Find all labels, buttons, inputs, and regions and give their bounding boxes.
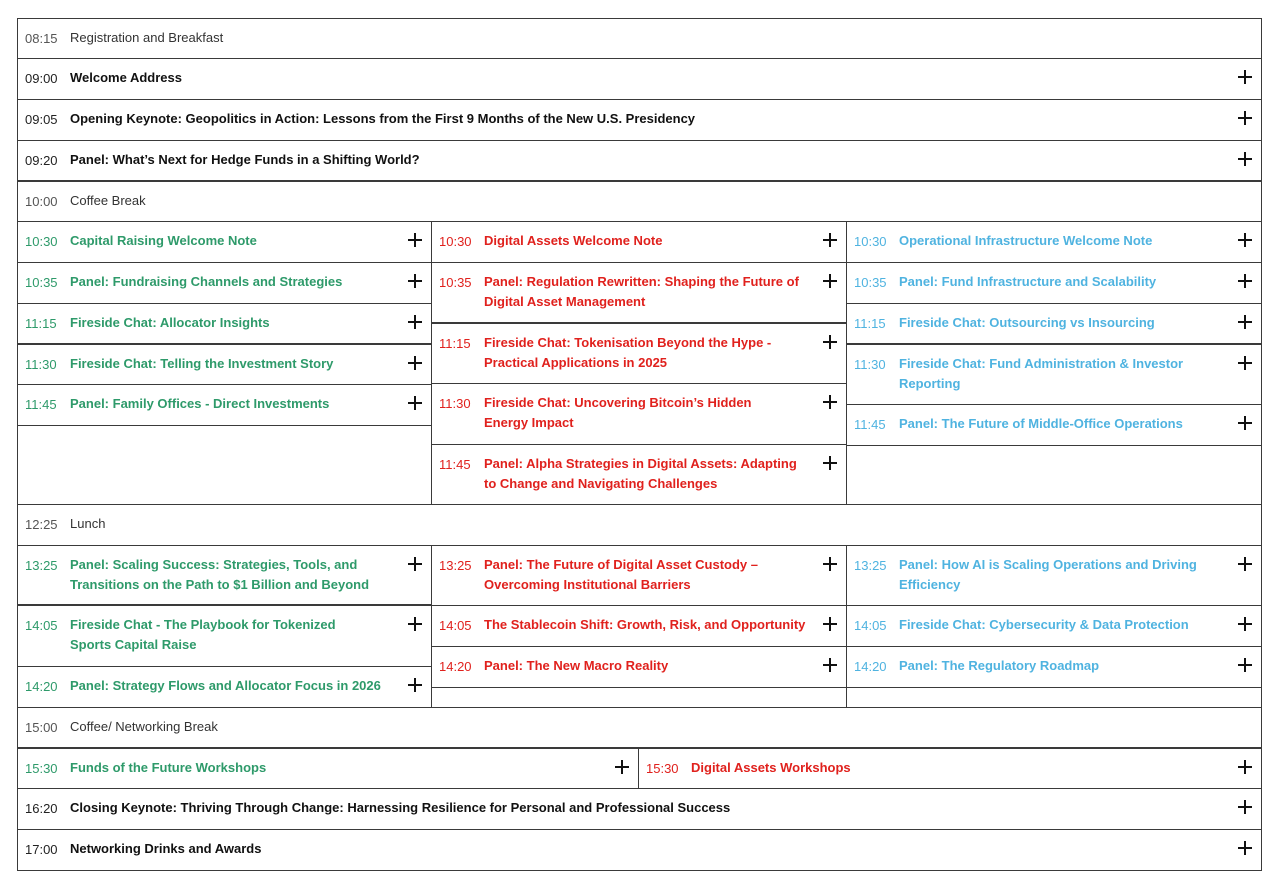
agenda-row-opening-keynote[interactable] — [17, 99, 1262, 140]
session-item[interactable] — [18, 546, 431, 606]
session-item[interactable] — [847, 606, 1261, 647]
plus-icon[interactable] — [823, 658, 837, 672]
capital-raising-column — [18, 222, 432, 505]
digital-assets-column — [432, 222, 847, 505]
session-title: Panel: Family Offices - Direct Investments — [70, 396, 330, 411]
session-time: 10:00 — [25, 194, 58, 209]
session-time: 10:30 — [439, 234, 472, 249]
session-time: 17:00 — [25, 842, 58, 857]
session-time: 10:35 — [25, 275, 58, 290]
plus-icon[interactable] — [823, 395, 837, 409]
session-item[interactable] — [432, 647, 846, 688]
plus-icon[interactable] — [823, 456, 837, 470]
session-time: 14:05 — [854, 618, 887, 633]
session-title: Fireside Chat - The Playbook for Tokenized Sports Capital Raise — [70, 617, 336, 652]
session-item[interactable] — [432, 324, 846, 384]
agenda-row-networking-drinks[interactable] — [17, 829, 1262, 871]
session-time: 08:15 — [25, 31, 58, 46]
session-title: Panel: Strategy Flows and Allocator Focus in 2026 — [70, 678, 381, 693]
workshops-row — [17, 747, 1262, 788]
plus-icon[interactable] — [408, 356, 422, 370]
session-title: Digital Assets Workshops — [691, 760, 851, 775]
plus-icon[interactable] — [1238, 152, 1252, 166]
session-title: Coffee/ Networking Break — [70, 719, 218, 734]
session-item[interactable] — [432, 445, 846, 505]
session-title: Panel: The Future of Digital Asset Custody – Overcoming Institutional Barriers — [484, 557, 758, 592]
session-title: Panel: Fundraising Channels and Strategies — [70, 274, 343, 289]
session-title: Fireside Chat: Tokenisation Beyond the Hype - Practical Applications in 2025 — [484, 335, 772, 370]
session-time: 13:25 — [439, 558, 472, 573]
session-item[interactable] — [18, 222, 431, 263]
session-title: Digital Assets Welcome Note — [484, 233, 663, 248]
agenda-row-registration — [17, 18, 1262, 59]
plus-icon[interactable] — [1238, 70, 1252, 84]
plus-icon[interactable] — [823, 233, 837, 247]
plus-icon[interactable] — [408, 617, 422, 631]
session-title: Panel: What’s Next for Hedge Funds in a Shifting World? — [70, 152, 420, 167]
plus-icon[interactable] — [408, 274, 422, 288]
plus-icon[interactable] — [823, 335, 837, 349]
plus-icon[interactable] — [1238, 557, 1252, 571]
session-time: 11:45 — [854, 417, 886, 432]
session-item[interactable] — [847, 263, 1261, 304]
session-item[interactable] — [18, 263, 431, 304]
plus-icon[interactable] — [823, 274, 837, 288]
agenda-row-lunch — [17, 504, 1262, 545]
session-item[interactable] — [847, 405, 1261, 446]
session-item[interactable] — [18, 606, 431, 667]
afternoon-streams — [17, 545, 1262, 708]
agenda-row-hedge-funds-panel[interactable] — [17, 140, 1262, 181]
session-item[interactable] — [432, 606, 846, 647]
morning-streams — [17, 221, 1262, 505]
session-time: 14:20 — [854, 659, 887, 674]
plus-icon[interactable] — [1238, 658, 1252, 672]
session-title: Opening Keynote: Geopolitics in Action: Lessons from the First 9 Months of the New U.S. Presidency — [70, 111, 696, 126]
plus-icon[interactable] — [1238, 274, 1252, 288]
session-time: 13:25 — [25, 558, 58, 573]
session-title: Funds of the Future Workshops — [70, 760, 267, 775]
session-time: 10:30 — [854, 234, 887, 249]
plus-icon[interactable] — [408, 396, 422, 410]
session-title: Panel: The Future of Middle-Office Operations — [899, 416, 1183, 431]
session-title: Coffee Break — [70, 193, 146, 208]
session-time: 16:20 — [25, 801, 58, 816]
plus-icon[interactable] — [823, 557, 837, 571]
session-time: 11:15 — [854, 316, 886, 331]
plus-icon[interactable] — [408, 678, 422, 692]
plus-icon[interactable] — [408, 315, 422, 329]
session-time: 13:25 — [854, 558, 887, 573]
session-time: 11:15 — [25, 316, 57, 331]
session-time: 14:05 — [439, 618, 472, 633]
plus-icon[interactable] — [408, 557, 422, 571]
session-item[interactable] — [847, 647, 1261, 688]
session-time: 11:30 — [439, 396, 471, 411]
session-item[interactable] — [18, 667, 431, 708]
session-title: Panel: Scaling Success: Strategies, Tools, and Transitions on the Path to $1 Billion and Beyond — [70, 557, 370, 592]
session-title: Panel: The New Macro Reality — [484, 658, 669, 673]
session-time: 09:20 — [25, 153, 58, 168]
session-title: Panel: Regulation Rewritten: Shaping the Future of Digital Asset Management — [484, 274, 799, 309]
session-time: 10:35 — [854, 275, 887, 290]
session-title: Networking Drinks and Awards — [70, 841, 262, 856]
agenda-row-welcome-address[interactable] — [17, 58, 1262, 99]
plus-icon[interactable] — [1238, 356, 1252, 370]
plus-icon[interactable] — [408, 233, 422, 247]
session-title: Panel: How AI is Scaling Operations and Driving Efficiency — [899, 557, 1197, 592]
plus-icon[interactable] — [1238, 800, 1252, 814]
plus-icon[interactable] — [1238, 111, 1252, 125]
capital-raising-column — [18, 546, 432, 708]
session-title: Fireside Chat: Cybersecurity & Data Protection — [899, 617, 1189, 632]
plus-icon[interactable] — [823, 617, 837, 631]
session-time: 15:30 — [25, 761, 58, 776]
plus-icon[interactable] — [1238, 233, 1252, 247]
session-time: 11:30 — [25, 357, 57, 372]
plus-icon[interactable] — [1238, 760, 1252, 774]
session-item[interactable] — [432, 546, 846, 606]
workshop-funds-of-the-future[interactable] — [18, 749, 639, 788]
session-item[interactable] — [639, 749, 1261, 789]
session-title: Fireside Chat: Telling the Investment Story — [70, 356, 334, 371]
session-title: Fireside Chat: Uncovering Bitcoin’s Hidden Energy Impact — [484, 395, 752, 430]
session-title: Registration and Breakfast — [70, 30, 224, 45]
plus-icon[interactable] — [1238, 315, 1252, 329]
session-time: 09:00 — [25, 71, 58, 86]
session-item[interactable] — [847, 304, 1261, 345]
plus-icon[interactable] — [1238, 841, 1252, 855]
session-title: The Stablecoin Shift: Growth, Risk, and Opportunity — [484, 617, 806, 632]
agenda-row-networking-break — [17, 707, 1262, 748]
session-time: 10:35 — [439, 275, 472, 290]
session-time: 14:05 — [25, 618, 58, 633]
digital-assets-column — [432, 546, 847, 708]
session-item[interactable] — [847, 222, 1261, 263]
session-title: Capital Raising Welcome Note — [70, 233, 257, 248]
session-item[interactable] — [18, 749, 638, 789]
session-item[interactable] — [847, 345, 1261, 405]
session-time: 10:30 — [25, 234, 58, 249]
agenda-row-coffee-break — [17, 180, 1262, 221]
session-time: 09:05 — [25, 112, 58, 127]
session-time: 11:15 — [439, 336, 471, 351]
session-item[interactable] — [18, 304, 431, 345]
session-time: 15:00 — [25, 720, 58, 735]
workshop-digital-assets[interactable] — [639, 749, 1261, 788]
session-time: 14:20 — [25, 679, 58, 694]
session-title: Panel: The Regulatory Roadmap — [899, 658, 1100, 673]
session-time: 12:25 — [25, 517, 58, 532]
session-title: Fireside Chat: Allocator Insights — [70, 315, 270, 330]
session-title: Panel: Alpha Strategies in Digital Assets: Adapting to Change and Navigating Challenges — [484, 456, 797, 491]
session-title: Fireside Chat: Fund Administration & Investor Reporting — [899, 356, 1184, 391]
session-title: Closing Keynote: Thriving Through Change: Harnessing Resilience for Personal and Professional Success — [70, 800, 731, 815]
session-item[interactable] — [847, 546, 1261, 606]
operational-infrastructure-column — [847, 546, 1261, 708]
agenda-row-closing-keynote[interactable] — [17, 788, 1262, 829]
session-item[interactable] — [432, 263, 846, 324]
plus-icon[interactable] — [1238, 416, 1252, 430]
session-title: Lunch — [70, 516, 106, 531]
plus-icon[interactable] — [1238, 617, 1252, 631]
session-time: 11:45 — [25, 397, 57, 412]
session-item[interactable] — [432, 384, 846, 445]
session-item[interactable] — [18, 345, 431, 385]
session-time: 11:30 — [854, 357, 886, 372]
session-time: 15:30 — [646, 761, 679, 776]
session-title: Panel: Fund Infrastructure and Scalability — [899, 274, 1157, 289]
session-item[interactable] — [18, 385, 431, 426]
agenda-table — [17, 18, 1262, 871]
session-time: 14:20 — [439, 659, 472, 674]
session-title: Fireside Chat: Outsourcing vs Insourcing — [899, 315, 1155, 330]
session-title: Welcome Address — [70, 70, 182, 85]
plus-icon[interactable] — [615, 760, 629, 774]
session-title: Operational Infrastructure Welcome Note — [899, 233, 1153, 248]
operational-infrastructure-column — [847, 222, 1261, 505]
session-time: 11:45 — [439, 457, 471, 472]
session-item[interactable] — [432, 222, 846, 263]
